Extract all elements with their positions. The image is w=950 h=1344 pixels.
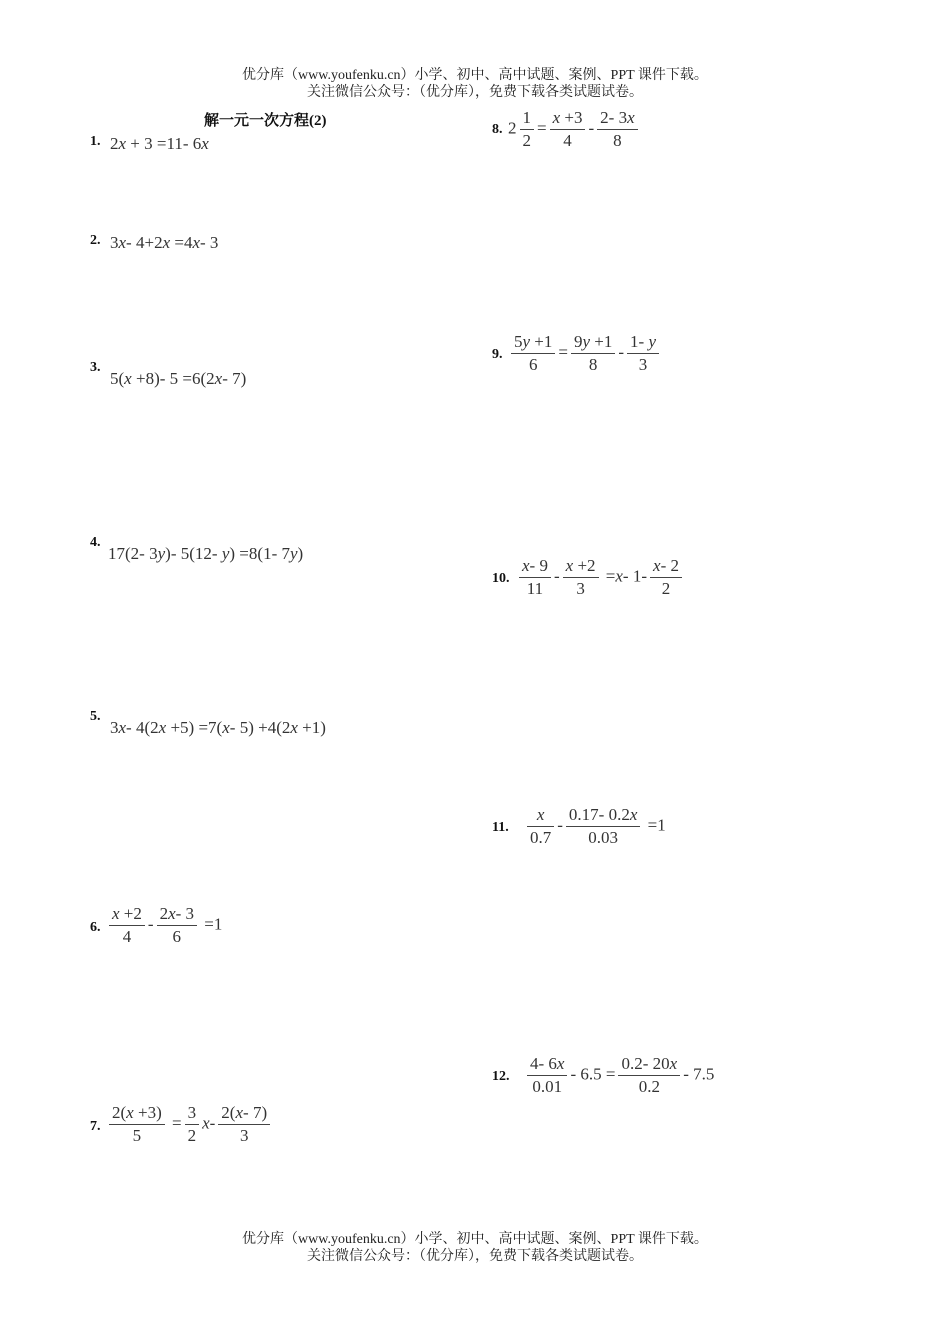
problem-10-number: 10.: [492, 571, 510, 586]
problem-6-equation: $\frac{x +2}{4}$ - $\frac{2x- 3}{6}$ =1: [106, 903, 222, 948]
problem-3-number: 3.: [90, 360, 101, 375]
header-line-2: 关注微信公众号：（优分库），免费下载各类试题试卷。: [307, 85, 643, 100]
problem-9-equation: $\frac{5y +1}{6}$ = $\frac{9y +1}{8}$ - $\frac{1- y}{3}$: [508, 331, 662, 376]
problem-2-number: 2.: [90, 233, 101, 248]
page-footer: [0, 1231, 950, 1265]
problem-8-equation: 2 $\frac{1}{2}$ = $\frac{x +3}{4}$ - $\frac{2- 3x}{8}$: [508, 107, 641, 152]
worksheet-title: 解一元一次方程(2): [204, 113, 327, 129]
problem-11-equation: $\frac{x}{0.7}$ - $\frac{0.17- 0.2x}{0.03}$ =1: [524, 804, 666, 849]
problem-8-number: 8.: [492, 122, 503, 137]
problem-9-number: 9.: [492, 347, 503, 362]
problem-7-number: 7.: [90, 1119, 101, 1134]
problem-6-number: 6.: [90, 920, 101, 935]
problem-1-equation: 2x + 3 =11- 6x: [110, 134, 209, 153]
footer-line-2: 关注微信公众号：（优分库），免费下载各类试题试卷。: [307, 1249, 643, 1264]
problem-7-equation: $\frac{2(x +3)}{5}$ = $\frac{3}{2}$ x- $\frac{2(x- 7)}{3}$: [106, 1102, 273, 1147]
problem-3-equation: 5(x +8)- 5 =6(2x- 7): [110, 369, 247, 388]
problem-5-number: 5.: [90, 709, 101, 724]
problem-12-equation: $\frac{4- 6x}{0.01}$ - 6.5 = $\frac{0.2- 20x}{0.2}$ - 7.5: [524, 1053, 714, 1098]
page-header: [0, 67, 950, 101]
problem-5-equation: 3x- 4(2x +5) =7(x- 5) +4(2x +1): [110, 718, 326, 737]
header-line-1: 优分库（www.youfenku.cn）小学、初中、高中试题、案例、PPT 课件下载。: [242, 68, 708, 83]
problem-2-equation: 3x- 4+2x =4x- 3: [110, 233, 219, 252]
problem-12-number: 12.: [492, 1069, 510, 1084]
problem-10-equation: $\frac{x- 9}{11}$ - $\frac{x +2}{3}$ =x- 1- $\frac{x- 2}{2}$: [516, 555, 685, 600]
footer-line-1: 优分库（www.youfenku.cn）小学、初中、高中试题、案例、PPT 课件下载。: [242, 1232, 708, 1247]
problem-1-number: 1.: [90, 134, 101, 149]
problem-4-number: 4.: [90, 535, 101, 550]
problem-11-number: 11.: [492, 820, 509, 835]
problem-4-equation: 17(2- 3y)- 5(12- y) =8(1- 7y): [108, 544, 304, 563]
